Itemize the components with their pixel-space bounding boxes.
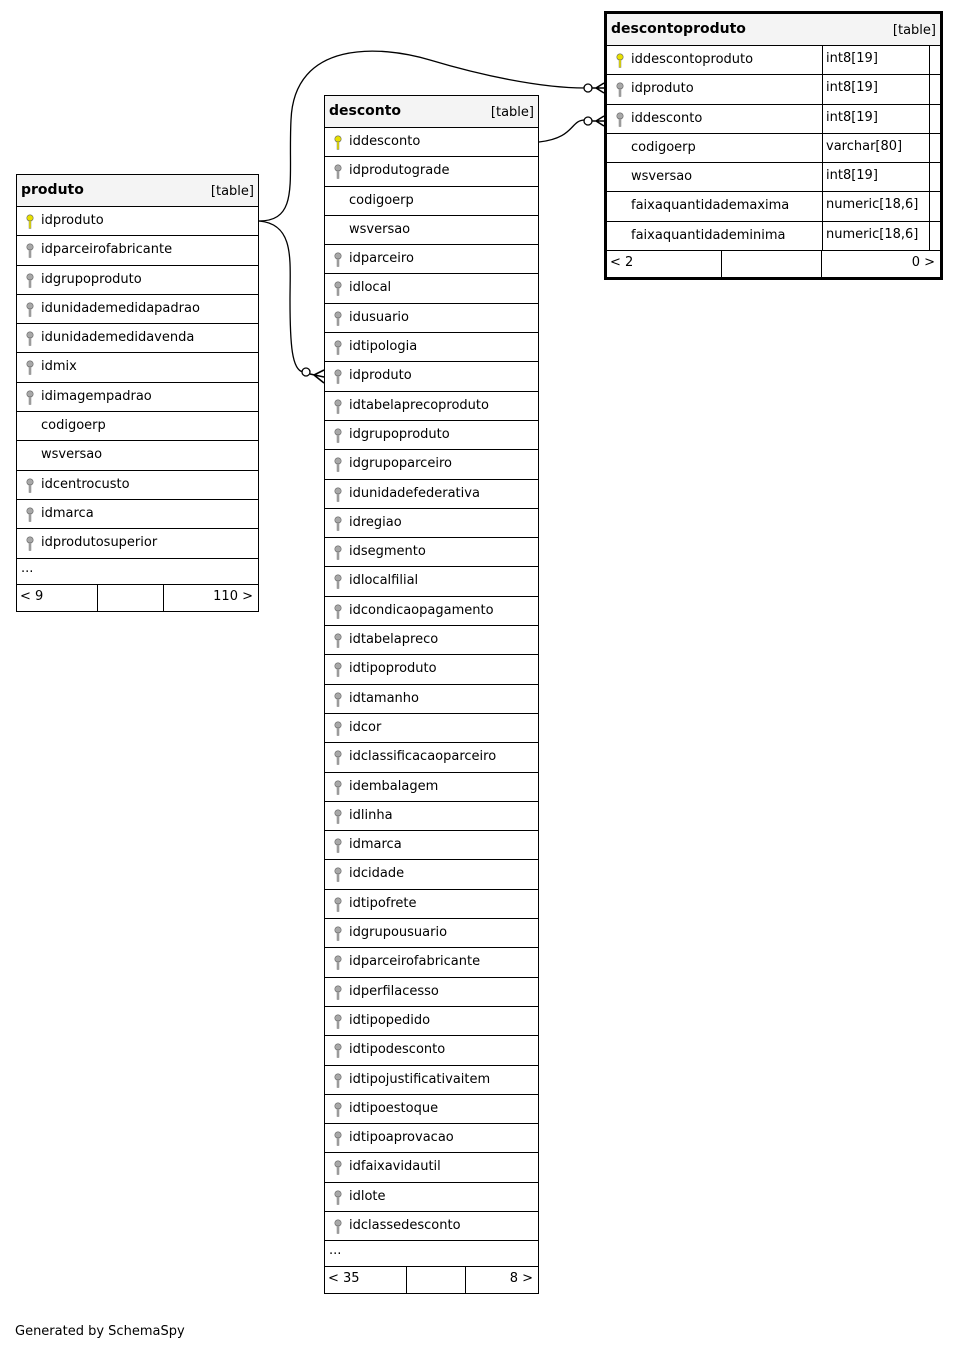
foreign-key-icon xyxy=(25,273,35,289)
foreign-key-icon xyxy=(333,428,343,444)
column-row[interactable] xyxy=(607,192,940,221)
foreign-key-icon xyxy=(333,369,343,385)
column-name: idembalagem xyxy=(349,778,439,794)
foreign-key-icon xyxy=(333,1219,343,1235)
column-name: idtipoaprovacao xyxy=(349,1130,454,1146)
primary-key-icon xyxy=(333,135,343,151)
column-row[interactable] xyxy=(325,187,538,216)
table-produto[interactable] xyxy=(16,174,259,612)
foreign-key-icon xyxy=(25,536,35,552)
column-type: varchar[80] xyxy=(822,134,930,162)
column-row[interactable] xyxy=(325,1183,538,1212)
column-row[interactable] xyxy=(17,383,258,412)
foreign-key-icon xyxy=(333,662,343,678)
column-row[interactable] xyxy=(607,75,940,104)
table-descontoproduto[interactable] xyxy=(604,11,943,280)
column-name: idusuario xyxy=(349,309,409,325)
column-type: numeric[18,6] xyxy=(822,222,930,250)
column-name: idmarca xyxy=(41,505,94,521)
column-name: idparceirofabricante xyxy=(349,954,481,970)
foreign-key-icon xyxy=(333,399,343,415)
column-type: int8[19] xyxy=(822,75,930,103)
foreign-key-icon xyxy=(333,780,343,796)
column-row[interactable] xyxy=(325,802,538,831)
column-row[interactable] xyxy=(325,362,538,391)
column-row[interactable] xyxy=(325,304,538,333)
column-name: idlinha xyxy=(349,807,393,823)
column-row[interactable] xyxy=(325,216,538,245)
column-spacer xyxy=(929,134,940,162)
link-crowfoot xyxy=(592,116,604,126)
column-row[interactable] xyxy=(17,471,258,500)
foreign-key-icon xyxy=(25,390,35,406)
column-type: numeric[18,6] xyxy=(822,192,930,220)
column-name: idunidademedidapadrao xyxy=(41,300,200,316)
table-header xyxy=(607,14,940,46)
link-produto-desconto xyxy=(259,221,303,372)
link-crowfoot xyxy=(592,83,604,93)
foreign-key-icon xyxy=(333,955,343,971)
column-row[interactable] xyxy=(325,392,538,421)
column-row[interactable] xyxy=(17,529,258,558)
column-row[interactable] xyxy=(17,236,258,265)
foreign-key-icon xyxy=(333,164,343,180)
table-name: produto xyxy=(21,182,84,198)
column-row[interactable] xyxy=(607,163,940,192)
column-row[interactable] xyxy=(607,134,940,163)
generator-credit: Generated by SchemaSpy xyxy=(15,1324,185,1339)
column-name: idprodutograde xyxy=(349,163,450,179)
column-spacer xyxy=(929,192,940,220)
column-row[interactable] xyxy=(325,1095,538,1124)
column-row[interactable] xyxy=(325,480,538,509)
column-row[interactable] xyxy=(325,1007,538,1036)
foreign-key-icon xyxy=(333,692,343,708)
table-kind: [table] xyxy=(490,105,534,120)
column-name: iddescontoproduto xyxy=(631,52,754,67)
column-row[interactable] xyxy=(325,948,538,977)
parent-count[interactable]: < 35 xyxy=(328,1271,360,1287)
table-desconto[interactable] xyxy=(324,95,539,1294)
parent-count[interactable]: < 9 xyxy=(20,588,44,604)
column-row[interactable] xyxy=(17,266,258,295)
foreign-key-icon xyxy=(333,574,343,590)
table-name: descontoproduto xyxy=(611,21,746,37)
foreign-key-icon xyxy=(333,545,343,561)
column-name: idparceiro xyxy=(349,251,414,267)
column-row[interactable] xyxy=(325,597,538,626)
column-row[interactable] xyxy=(325,919,538,948)
column-name: idtipopedido xyxy=(349,1012,431,1028)
table-kind: [table] xyxy=(892,23,936,38)
column-name: idcor xyxy=(349,719,382,735)
foreign-key-icon xyxy=(333,897,343,913)
child-count[interactable]: 8 > xyxy=(509,1271,533,1287)
table-footer xyxy=(607,251,940,277)
foreign-key-icon xyxy=(333,340,343,356)
column-row[interactable] xyxy=(17,207,258,236)
column-name: idsegmento xyxy=(349,544,426,560)
column-row[interactable] xyxy=(17,353,258,382)
column-spacer xyxy=(929,163,940,191)
primary-key-icon xyxy=(615,53,625,69)
column-name: idclassificacaoparceiro xyxy=(349,749,497,765)
foreign-key-icon xyxy=(333,750,343,766)
column-name: wsversao xyxy=(41,447,103,463)
column-name: idprodutosuperior xyxy=(41,535,158,551)
foreign-key-icon xyxy=(333,1160,343,1176)
column-row[interactable] xyxy=(325,274,538,303)
column-name: idtipoestoque xyxy=(349,1100,439,1116)
column-name: idunidadefederativa xyxy=(349,485,480,501)
foreign-key-icon xyxy=(333,1014,343,1030)
column-name: faixaquantidademaxima xyxy=(631,198,790,214)
foreign-key-icon xyxy=(333,487,343,503)
column-row[interactable] xyxy=(325,421,538,450)
link-end-circle xyxy=(584,117,592,125)
foreign-key-icon xyxy=(333,1102,343,1118)
column-name: idgrupoproduto xyxy=(41,271,142,287)
foreign-key-icon xyxy=(333,926,343,942)
foreign-key-icon xyxy=(25,478,35,494)
foreign-key-icon xyxy=(333,281,343,297)
child-count[interactable]: 0 > xyxy=(911,255,935,271)
column-row[interactable] xyxy=(325,1124,538,1153)
table-name: desconto xyxy=(329,103,402,119)
primary-key-icon xyxy=(25,214,35,230)
column-name: idlocal xyxy=(349,280,392,296)
column-name: idfaixavidautil xyxy=(349,1159,441,1175)
table-footer xyxy=(325,1267,538,1293)
column-name: idcondicaopagamento xyxy=(349,602,494,618)
column-name: idimagempadrao xyxy=(41,388,152,404)
column-row[interactable] xyxy=(607,46,940,75)
column-row[interactable] xyxy=(325,450,538,479)
column-name: idperfilacesso xyxy=(349,983,439,999)
table-footer xyxy=(17,585,258,611)
column-row[interactable] xyxy=(325,978,538,1007)
column-row[interactable] xyxy=(325,714,538,743)
link-end-circle xyxy=(584,84,592,92)
column-name: wsversao xyxy=(349,221,411,237)
column-spacer xyxy=(929,105,940,133)
link-end-circle xyxy=(302,368,310,376)
column-row[interactable] xyxy=(325,626,538,655)
column-spacer xyxy=(929,46,940,74)
column-row[interactable] xyxy=(325,655,538,684)
link-desconto-descontoproduto xyxy=(539,120,585,142)
foreign-key-icon xyxy=(25,507,35,523)
column-name: wsversao xyxy=(631,169,693,185)
column-name: idtamanho xyxy=(349,690,419,706)
foreign-key-icon xyxy=(333,1131,343,1147)
column-name: idgrupoproduto xyxy=(349,426,450,442)
column-spacer xyxy=(929,222,940,250)
foreign-key-icon xyxy=(25,360,35,376)
foreign-key-icon xyxy=(333,867,343,883)
column-row[interactable] xyxy=(325,245,538,274)
column-name: idproduto xyxy=(349,368,412,384)
foreign-key-icon xyxy=(333,721,343,737)
column-row[interactable] xyxy=(325,1036,538,1065)
column-row[interactable] xyxy=(607,222,940,251)
more-columns: ... xyxy=(17,559,258,585)
column-name: iddesconto xyxy=(631,110,703,126)
column-row[interactable] xyxy=(325,773,538,802)
column-row[interactable] xyxy=(325,831,538,860)
column-name: idparceirofabricante xyxy=(41,242,173,258)
column-name: idgrupousuario xyxy=(349,925,448,941)
column-row[interactable] xyxy=(325,567,538,596)
table-header xyxy=(325,96,538,128)
column-row[interactable] xyxy=(17,324,258,353)
column-row[interactable] xyxy=(325,860,538,889)
column-name: idunidademedidavenda xyxy=(41,330,195,346)
column-row[interactable] xyxy=(325,1212,538,1241)
column-name: idtabelapreco xyxy=(349,632,439,648)
column-row[interactable] xyxy=(607,105,940,134)
foreign-key-icon xyxy=(333,457,343,473)
column-row[interactable] xyxy=(325,333,538,362)
more-columns: ... xyxy=(325,1241,538,1267)
foreign-key-icon xyxy=(25,302,35,318)
foreign-key-icon xyxy=(615,82,625,98)
foreign-key-icon xyxy=(333,809,343,825)
column-name: idtabelaprecoproduto xyxy=(349,397,489,413)
foreign-key-icon xyxy=(333,633,343,649)
column-name: idtipologia xyxy=(349,339,418,355)
column-name: faixaquantidademinima xyxy=(631,227,786,243)
column-row[interactable] xyxy=(325,1153,538,1182)
column-name: codigoerp xyxy=(631,139,696,155)
column-name: idcentrocusto xyxy=(41,476,130,492)
column-name: idproduto xyxy=(41,213,104,228)
foreign-key-icon xyxy=(333,1043,343,1059)
column-name: idcidade xyxy=(349,866,405,882)
foreign-key-icon xyxy=(333,1073,343,1089)
column-name: idregiao xyxy=(349,514,402,530)
column-name: idproduto xyxy=(631,81,694,97)
link-crowfoot xyxy=(310,370,324,383)
column-name: codigoerp xyxy=(41,418,106,434)
column-name: idtipodesconto xyxy=(349,1042,446,1058)
column-name: idtipojustificativaitem xyxy=(349,1071,491,1087)
column-row[interactable] xyxy=(325,890,538,919)
foreign-key-icon xyxy=(333,604,343,620)
foreign-key-icon xyxy=(333,252,343,268)
foreign-key-icon xyxy=(333,311,343,327)
column-name: idlote xyxy=(349,1188,386,1204)
column-name: idtipofrete xyxy=(349,895,417,911)
column-row[interactable] xyxy=(17,500,258,529)
column-row[interactable] xyxy=(17,295,258,324)
column-row[interactable] xyxy=(325,157,538,186)
column-name: idmix xyxy=(41,359,77,375)
column-name: idlocalfilial xyxy=(349,573,419,589)
column-row[interactable] xyxy=(325,538,538,567)
foreign-key-icon xyxy=(615,112,625,128)
foreign-key-icon xyxy=(333,985,343,1001)
column-name: idtipoproduto xyxy=(349,661,437,677)
foreign-key-icon xyxy=(333,516,343,532)
child-count[interactable]: 110 > xyxy=(213,588,253,604)
foreign-key-icon xyxy=(333,1190,343,1206)
table-header xyxy=(17,175,258,207)
column-name: idmarca xyxy=(349,837,402,853)
column-row[interactable] xyxy=(325,685,538,714)
column-row[interactable] xyxy=(17,412,258,441)
column-type: int8[19] xyxy=(822,46,930,74)
column-name: iddesconto xyxy=(349,134,421,149)
column-row[interactable] xyxy=(325,1066,538,1095)
column-row[interactable] xyxy=(325,509,538,538)
table-kind: [table] xyxy=(210,184,254,199)
column-type: int8[19] xyxy=(822,105,930,133)
foreign-key-icon xyxy=(333,838,343,854)
column-name: idclassedesconto xyxy=(349,1217,461,1233)
foreign-key-icon xyxy=(25,331,35,347)
column-type: int8[19] xyxy=(822,163,930,191)
foreign-key-icon xyxy=(25,243,35,259)
column-name: codigoerp xyxy=(349,192,414,208)
column-spacer xyxy=(929,75,940,103)
parent-count[interactable]: < 2 xyxy=(610,255,634,271)
column-row[interactable] xyxy=(325,128,538,157)
column-row[interactable] xyxy=(325,743,538,772)
column-row[interactable] xyxy=(17,441,258,470)
column-name: idgrupoparceiro xyxy=(349,456,452,472)
